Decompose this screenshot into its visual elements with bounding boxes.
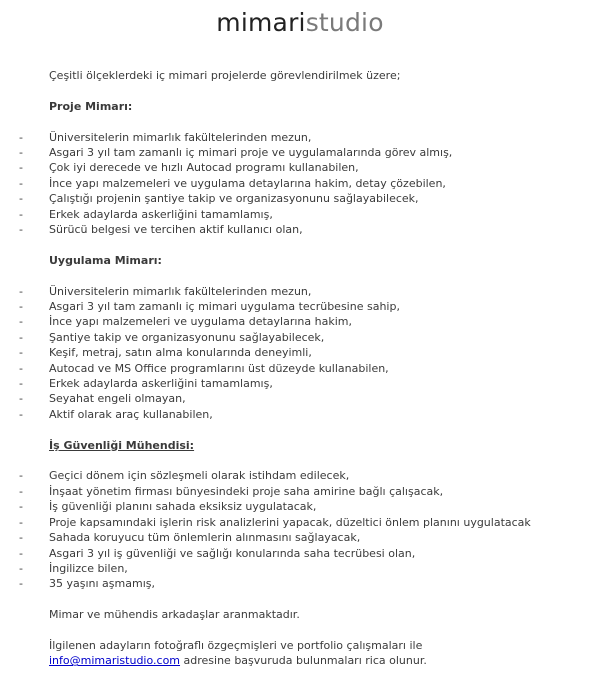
dash-bullet: - [19,146,23,159]
list-item-text: Keşif, metraj, satın alma konularında deneyimli, [49,346,312,360]
list-item-text: Asgari 3 yıl tam zamanlı iç mimari uygulama tecrübesine sahip, [49,300,400,314]
dash-bullet: - [19,346,23,360]
dash-bullet: - [19,361,23,375]
list-item [0,160,600,175]
dash-bullet: - [19,300,23,314]
dash-bullet: - [19,330,23,344]
company-logo [0,8,600,38]
requirements-list-uygulama-mimari [0,284,600,423]
list-item-text: Üniversitelerin mimarlık fakültelerinden mezun, [49,284,312,298]
intro-text: Çeşitli ölçeklerdeki iç mimari projelerde görevlendirilmek üzere; [49,69,401,82]
logo-part-studio: studio [305,8,384,37]
list-item [0,330,600,345]
list-item [0,561,600,576]
list-item-text: İnce yapı malzemeleri ve uygulama detaylarına hakim, detay çözebilen, [49,176,446,190]
list-item-text: Sahada koruyucu tüm önlemlerin alınmasını sağlayacak, [49,531,361,545]
requirements-list-is-guvenligi-muhendisi [0,468,600,591]
list-item [0,468,600,483]
dash-bullet: - [19,392,23,406]
list-item [0,207,600,222]
list-item-text: Erkek adaylarda askerliğini tamamlamış, [49,207,273,221]
dash-bullet: - [19,192,23,206]
list-item-text: Seyahat engeli olmayan, [49,392,186,406]
requirements-list-proje-mimari [0,130,600,238]
dash-bullet: - [19,284,23,298]
list-item-text: Asgari 3 yıl tam zamanlı iç mimari proje ve uygulamalarında görev almış, [49,146,453,159]
list-item [0,391,600,406]
dash-bullet: - [19,223,23,237]
list-item-text: Erkek adaylarda askerliğini tamamlamış, [49,377,273,391]
list-item [0,314,600,329]
contact-line-2-text: adresine başvuruda bulunmaları rica olunur. [180,654,427,668]
list-item-text: Geçici dönem için sözleşmeli olarak istihdam edilecek, [49,469,350,483]
list-item-text: Sürücü belgesi ve tercihen aktif kullanıcı olan, [49,223,303,237]
logo-part-mimari: mimari [216,8,306,37]
dash-bullet: - [19,531,23,545]
list-item-text: İş güvenliği planını sahada eksiksiz uygulatacak, [49,500,317,514]
dash-bullet: - [19,377,23,391]
list-item [0,176,600,191]
section-title-is-guvenligi-muhendisi [0,438,600,453]
list-item [0,345,600,360]
dash-bullet: - [19,315,23,329]
list-item [0,530,600,545]
list-item [0,222,600,237]
list-item [0,130,600,145]
list-item [0,515,600,530]
section-title-text: İş Güvenliği Mühendisi: [49,438,195,452]
dash-bullet: - [19,130,23,144]
list-item [0,484,600,499]
list-item-text: Şantiye takip ve organizasyonunu sağlayabilecek, [49,330,325,344]
list-item [0,407,600,422]
list-item-text: İnşaat yönetim firması bünyesindeki proje saha amirine bağlı çalışacak, [49,484,444,498]
dash-bullet: - [19,561,23,575]
list-item-text: İnce yapı malzemeleri ve uygulama detaylarına hakim, [49,315,352,329]
dash-bullet: - [19,577,23,591]
dash-bullet: - [19,469,23,483]
dash-bullet: - [19,500,23,514]
list-item-text: Üniversitelerin mimarlık fakültelerinden mezun, [49,130,312,144]
email-link[interactable]: info@mimaristudio.com [49,654,181,668]
contact-line-1: İlgilenen adayların fotoğraflı özgeçmişleri ve portfolio çalışmaları ile [49,638,423,652]
posting-content [0,68,600,669]
list-item [0,499,600,514]
dash-bullet: - [19,176,23,190]
list-item-text: Çalıştığı projenin şantiye takip ve organizasyonunu sağlayabilecek, [49,192,419,206]
list-item-text: Asgari 3 yıl iş güvenliği ve sağlığı konularında saha tecrübesi olan, [49,546,416,560]
dash-bullet: - [19,515,23,529]
dash-bullet: - [19,161,23,175]
dash-bullet: - [19,407,23,421]
list-item [0,284,600,299]
contact-line-2 [0,653,600,668]
list-item-text: İngilizce bilen, [49,561,128,575]
list-item [0,191,600,206]
list-item [0,361,600,376]
list-item [0,145,600,160]
section-title-proje-mimari: Proje Mimarı: [49,99,133,113]
section-title-uygulama-mimari: Uygulama Mimarı: [49,253,162,267]
dash-bullet: - [19,207,23,221]
dash-bullet: - [19,484,23,498]
list-item-text: Proje kapsamındaki işlerin risk analizlerini yapacak, düzeltici önlem planını uygulatacak [49,515,531,529]
list-item [0,576,600,591]
list-item-text: 35 yaşını aşmamış, [49,577,155,591]
list-item [0,546,600,561]
dash-bullet: - [19,546,23,560]
list-item [0,376,600,391]
closing-text: Mimar ve mühendis arkadaşlar aranmaktadır. [49,608,300,622]
list-item-text: Çok iyi derecede ve hızlı Autocad programı kullanabilen, [49,161,359,175]
list-item-text: Aktif olarak araç kullanabilen, [49,407,213,421]
list-item-text: Autocad ve MS Office programlarını üst düzeyde kullanabilen, [49,361,389,375]
list-item [0,299,600,314]
